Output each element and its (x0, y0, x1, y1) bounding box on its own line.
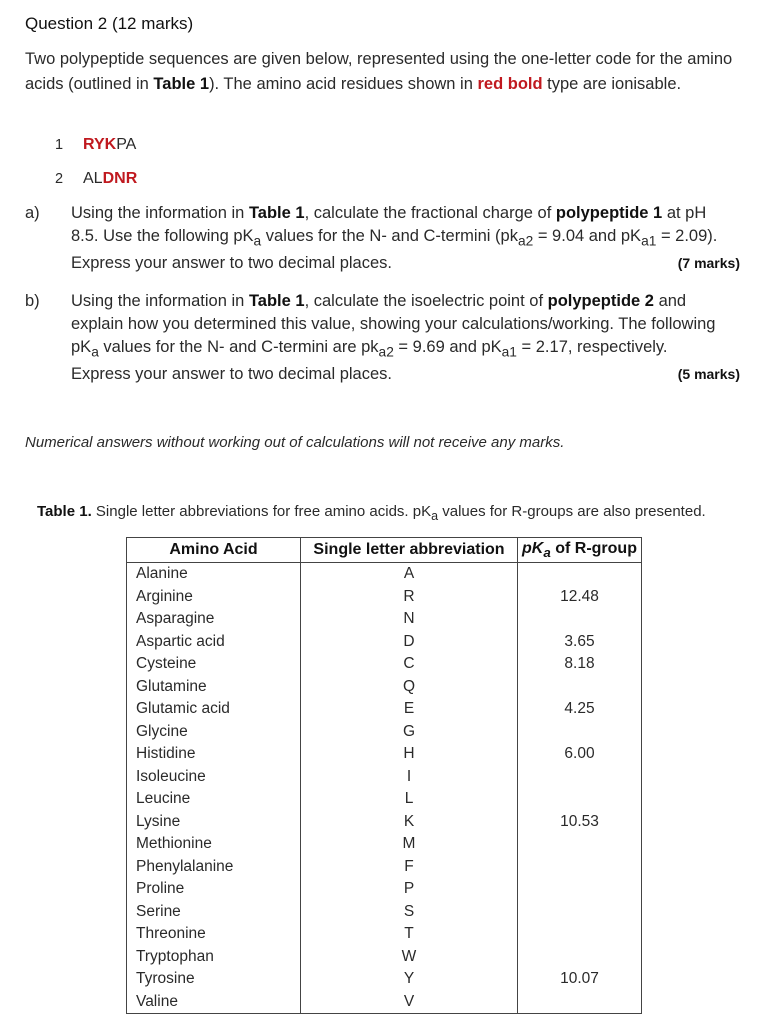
header-abbreviation: Single letter abbreviation (301, 538, 518, 563)
amino-acid-name: Histidine (127, 743, 301, 766)
table-row (127, 811, 642, 834)
sequence-2-ionisable: DNR (102, 170, 138, 187)
amino-acid-code: H (301, 743, 518, 766)
amino-acid-code: A (301, 563, 518, 586)
part-b-text-3: and explain how you determined this value, showing your calculations/working. The following pK (71, 292, 716, 356)
amino-acid-pka (518, 788, 642, 811)
intro-red-bold: red bold (477, 75, 543, 93)
part-b-sub-a1: a1 (501, 344, 517, 360)
part-a-text-2: , calculate the fractional charge of (304, 204, 556, 222)
part-a (25, 202, 745, 274)
table-row (127, 698, 642, 721)
table-caption (37, 503, 706, 523)
amino-acid-code: Q (301, 676, 518, 699)
amino-acid-pka (518, 991, 642, 1014)
amino-acid-name: Arginine (127, 586, 301, 609)
table-header-row (127, 538, 642, 563)
amino-acid-name: Lysine (127, 811, 301, 834)
amino-acid-name: Valine (127, 991, 301, 1014)
amino-acid-pka: 6.00 (518, 743, 642, 766)
amino-acid-pka (518, 901, 642, 924)
table-caption-sub: a (431, 509, 439, 523)
table-row (127, 833, 642, 856)
sequence-1-number: 1 (55, 137, 64, 153)
table-row (127, 721, 642, 744)
amino-acid-name: Phenylalanine (127, 856, 301, 879)
part-a-sub-a: a (253, 233, 262, 249)
table-row (127, 788, 642, 811)
part-a-sub-a2: a2 (517, 233, 534, 249)
table-caption-text-1: Single letter abbreviations for free amino acids. pK (91, 503, 432, 520)
amino-acid-pka (518, 946, 642, 969)
amino-acid-name: Threonine (127, 923, 301, 946)
amino-acid-pka: 10.53 (518, 811, 642, 834)
part-b-text-6: = 2.17, respectively. Express your answer to two decimal places. (71, 338, 668, 384)
amino-acid-code: C (301, 653, 518, 676)
sequence-2 (55, 170, 137, 188)
part-a-letter: a) (25, 204, 40, 222)
table-caption-text-2: values for R-groups are also presented. (438, 503, 706, 520)
amino-acid-name: Proline (127, 878, 301, 901)
amino-acid-code: N (301, 608, 518, 631)
amino-acid-pka (518, 833, 642, 856)
sequence-1 (55, 136, 136, 154)
part-b-table-ref: Table 1 (248, 292, 305, 310)
part-b-text-4: values for the N- and C-termini are pk (98, 338, 379, 356)
intro-paragraph (25, 47, 740, 97)
question-title: Question 2 (12 marks) (25, 14, 194, 33)
amino-acid-name: Tryptophan (127, 946, 301, 969)
amino-acid-pka: 4.25 (518, 698, 642, 721)
part-a-text-1: Using the information in (71, 204, 249, 222)
part-b-sub-a: a (91, 344, 99, 360)
amino-acid-code: K (301, 811, 518, 834)
header-pka-p: pK (522, 539, 544, 557)
part-a-text-4: values for the N- and C-termini (pk (261, 227, 518, 245)
amino-acid-code: E (301, 698, 518, 721)
amino-acid-pka (518, 721, 642, 744)
amino-acid-pka (518, 608, 642, 631)
table-row (127, 946, 642, 969)
part-b-peptide: polypeptide 2 (547, 292, 654, 310)
part-b-text (71, 290, 721, 386)
part-b-text-1: Using the information in (71, 292, 249, 310)
part-a-text-5: = 9.04 and pK (533, 227, 642, 245)
amino-acid-pka: 10.07 (518, 968, 642, 991)
table-row (127, 991, 642, 1014)
amino-acid-name: Glycine (127, 721, 301, 744)
table-row (127, 563, 642, 586)
part-b-text-2: , calculate the isoelectric point of (304, 292, 548, 310)
table-row (127, 766, 642, 789)
part-a-text (71, 202, 721, 275)
amino-acid-name: Aspartic acid (127, 631, 301, 654)
header-pka (518, 538, 642, 563)
amino-acid-code: I (301, 766, 518, 789)
amino-acid-code: L (301, 788, 518, 811)
table-body (127, 563, 642, 1014)
sequence-1-rest: PA (116, 136, 137, 153)
header-pka-rest: of R-group (550, 539, 637, 557)
amino-acid-name: Methionine (127, 833, 301, 856)
amino-acid-name: Glutamine (127, 676, 301, 699)
intro-text-2: ). The amino acid residues shown in (209, 75, 478, 93)
header-amino-acid: Amino Acid (127, 538, 301, 563)
amino-acid-name: Cysteine (127, 653, 301, 676)
part-a-text-3: at pH 8.5. Use the following pK (71, 204, 707, 245)
part-b-sub-a2: a2 (378, 344, 394, 360)
amino-acid-pka: 12.48 (518, 586, 642, 609)
amino-acid-code: S (301, 901, 518, 924)
intro-table-ref: Table 1 (153, 75, 210, 93)
table-row (127, 901, 642, 924)
part-b-text-5: = 9.69 and pK (393, 338, 502, 356)
part-a-text-6: = 2.09). Express your answer to two decimal places. (71, 227, 718, 273)
part-a-sub-a1: a1 (641, 233, 657, 249)
table-row (127, 653, 642, 676)
amino-acid-code: M (301, 833, 518, 856)
table-row (127, 676, 642, 699)
sequence-2-prefix: AL (83, 170, 103, 187)
amino-acid-code: T (301, 923, 518, 946)
amino-acid-pka (518, 563, 642, 586)
sequence-2-number: 2 (55, 171, 64, 187)
sequence-1-ionisable: RYK (83, 136, 117, 153)
amino-acid-pka: 3.65 (518, 631, 642, 654)
amino-acid-pka: 8.18 (518, 653, 642, 676)
table-row (127, 968, 642, 991)
table-row (127, 586, 642, 609)
amino-acid-pka (518, 878, 642, 901)
amino-acid-pka (518, 923, 642, 946)
amino-acid-code: V (301, 991, 518, 1014)
amino-acid-code: G (301, 721, 518, 744)
table-row (127, 743, 642, 766)
amino-acid-name: Alanine (127, 563, 301, 586)
part-a-peptide: polypeptide 1 (555, 204, 663, 222)
part-b-marks: (5 marks) (677, 366, 740, 382)
intro-text-3: type are ionisable. (542, 75, 682, 93)
part-b (25, 290, 745, 386)
amino-acid-name: Asparagine (127, 608, 301, 631)
amino-acid-name: Tyrosine (127, 968, 301, 991)
table-caption-label: Table 1. (37, 503, 92, 520)
amino-acid-code: W (301, 946, 518, 969)
table-row (127, 608, 642, 631)
amino-acid-table (126, 537, 642, 1014)
part-a-table-ref: Table 1 (248, 204, 305, 222)
part-b-letter: b) (25, 292, 40, 310)
amino-acid-code: F (301, 856, 518, 879)
intro-text-1: Two polypeptide sequences are given below, represented using the one-letter code for the amino acids (outlined in (25, 50, 733, 93)
amino-acid-code: Y (301, 968, 518, 991)
header-pka-sub: a (543, 545, 551, 561)
amino-acid-code: R (301, 586, 518, 609)
amino-acid-pka (518, 766, 642, 789)
table-row (127, 631, 642, 654)
part-a-marks: (7 marks) (677, 255, 740, 271)
table-row (127, 878, 642, 901)
amino-acid-pka (518, 856, 642, 879)
amino-acid-name: Isoleucine (127, 766, 301, 789)
table-row (127, 923, 642, 946)
amino-acid-code: P (301, 878, 518, 901)
working-note: Numerical answers without working out of calculations will not receive any marks. (25, 434, 565, 451)
amino-acid-name: Leucine (127, 788, 301, 811)
table-row (127, 856, 642, 879)
amino-acid-code: D (301, 631, 518, 654)
amino-acid-name: Serine (127, 901, 301, 924)
amino-acid-pka (518, 676, 642, 699)
amino-acid-name: Glutamic acid (127, 698, 301, 721)
